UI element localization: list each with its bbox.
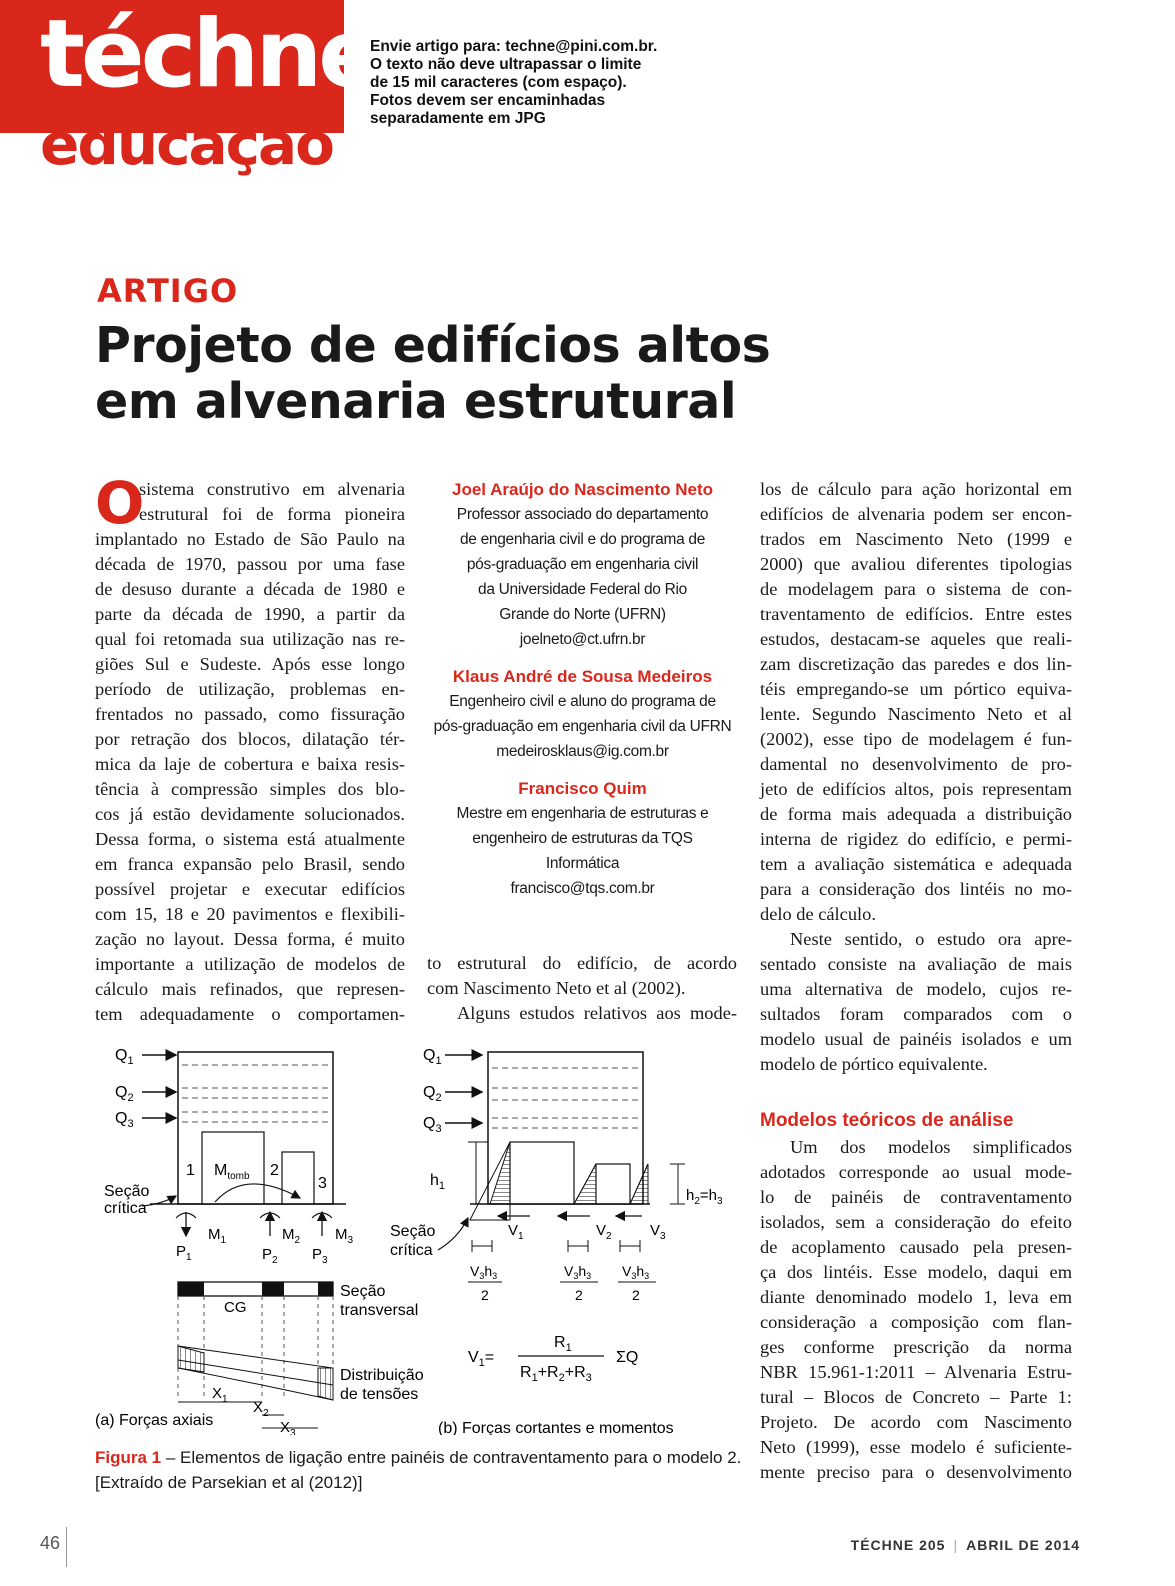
figure-caption bbox=[95, 1445, 745, 1495]
label-p3: $P_3$ bbox=[312, 1246, 328, 1266]
fraction-numerator: $V_3h_3$ bbox=[622, 1263, 650, 1281]
body-line: em franca expansão pelo Brasil, sendo bbox=[95, 854, 405, 874]
body-line: los de cálculo para ação horizontal em bbox=[760, 479, 1072, 499]
author-affiliation: Engenheiro civil e aluno do programa de bbox=[449, 693, 716, 710]
moment-diagram-hatch bbox=[490, 1142, 510, 1204]
body-line: implantado no Estado de São Paulo na bbox=[95, 529, 405, 549]
page-number: 46 bbox=[40, 1533, 61, 1553]
author-entry bbox=[420, 664, 745, 764]
logo-educacao: educação bbox=[40, 110, 334, 178]
body-line: período de utilização, problemas en- bbox=[95, 679, 405, 699]
figure-caption-line bbox=[95, 1445, 745, 1470]
body-column-3 bbox=[760, 477, 1072, 1077]
body-line: mente preciso para o desenvolvimento bbox=[760, 1462, 1072, 1482]
body-line: (2002), esse tipo de modelagem é fun- bbox=[760, 729, 1072, 749]
submission-note bbox=[370, 38, 690, 128]
body-line: Dessa forma, o sistema está atualmente bbox=[95, 829, 405, 849]
fraction-denominator: 2 bbox=[481, 1287, 489, 1303]
caption-a: (a) Forças axiais bbox=[95, 1412, 214, 1429]
body-line: modelo de pórtico equivalente. bbox=[760, 1054, 988, 1074]
label-critical-section: crítica bbox=[104, 1200, 147, 1217]
body-line: Projeto. De acordo com Nascimento bbox=[760, 1412, 1072, 1432]
fraction-denominator: 2 bbox=[575, 1287, 583, 1303]
section-heading: Modelos teóricos de análise bbox=[760, 1110, 1014, 1131]
magazine-issue: TÉCHNE 205 bbox=[850, 1537, 946, 1553]
footer-divider bbox=[66, 1527, 67, 1567]
author-affiliation: pós-graduação em engenharia civil bbox=[466, 556, 699, 573]
body-line: adotados corresponde ao usual mode- bbox=[760, 1162, 1072, 1182]
label-wall-3: 3 bbox=[318, 1175, 327, 1192]
body-line: damental no desenvolvimento de pro- bbox=[760, 754, 1072, 774]
label-x1: $X_1$ bbox=[212, 1385, 228, 1405]
figure-1 bbox=[90, 1040, 750, 1435]
label-x2: $X_2$ bbox=[253, 1399, 269, 1419]
label-p1: $P_1$ bbox=[176, 1243, 192, 1263]
body-line: de modelagem para o sistema de con- bbox=[760, 579, 1072, 599]
submission-note-line: separadamente em JPG bbox=[370, 110, 546, 127]
body-line: lo de painéis de contraventamento bbox=[760, 1187, 1072, 1207]
caption-b: (b) Forças cortantes e momentos bbox=[438, 1420, 674, 1435]
label-h1: $h_1$ bbox=[430, 1172, 446, 1192]
body-line: jeto de edifícios altos, pois representam bbox=[760, 779, 1072, 799]
label-q2: $Q_2$ bbox=[423, 1084, 442, 1104]
article-title bbox=[95, 318, 795, 430]
opening bbox=[282, 1152, 314, 1204]
label-stress-distribution: de tensões bbox=[340, 1386, 419, 1403]
formula-denominator: $R_1+R_2+R_3$ bbox=[520, 1364, 592, 1384]
author-affiliation: de engenharia civil e do programa de bbox=[459, 531, 706, 548]
body-line: modelo usual de painéis isolados e um bbox=[760, 1029, 1072, 1049]
body-line: zação no layout. Dessa forma, é muito bbox=[95, 929, 405, 949]
body-line: com 15, 18 e 20 pavimentos e flexibili- bbox=[95, 904, 405, 924]
flange-block bbox=[178, 1282, 204, 1296]
footer-separator: | bbox=[953, 1537, 959, 1553]
fraction-v3h3 bbox=[468, 1240, 502, 1303]
label-v1: $V_1$ bbox=[508, 1222, 524, 1242]
label-q1: $Q_1$ bbox=[115, 1047, 134, 1067]
label-mtomb: $M_{tomb}$ bbox=[214, 1162, 250, 1182]
body-line: ges conforme prescrição da norma bbox=[760, 1337, 1072, 1357]
body-line: giões Sul e Sudeste. Após esse longo bbox=[95, 654, 405, 674]
label-stress-distribution: Distribuição bbox=[340, 1367, 424, 1384]
author-entry bbox=[420, 477, 745, 652]
body-line: sentado consiste na avaliação de mais bbox=[760, 954, 1072, 974]
label-q3: $Q_3$ bbox=[423, 1115, 442, 1135]
opening bbox=[596, 1164, 630, 1204]
submission-note-line: Fotos devem ser encaminhadas bbox=[370, 92, 606, 109]
body-line: sultados foram comparados com o bbox=[760, 1004, 1072, 1024]
body-line: consideração a composição com flan- bbox=[760, 1312, 1072, 1332]
diagram-b bbox=[390, 1047, 723, 1435]
author-affiliation: Informática bbox=[545, 855, 620, 872]
body-line: interna de rigidez do edifício, e permi- bbox=[760, 829, 1072, 849]
opening bbox=[202, 1132, 264, 1204]
flange-block bbox=[318, 1282, 333, 1296]
label-h2-h3: $h_2=h_3$ bbox=[686, 1187, 723, 1207]
body-line: Neto (1999), esse modelo é suficiente- bbox=[760, 1437, 1072, 1457]
body-line: isolados, sem a consideração do efeito bbox=[760, 1212, 1072, 1232]
label-critical-section: crítica bbox=[390, 1242, 433, 1259]
body-line: diante denominado modelo 1, leva em bbox=[760, 1287, 1072, 1307]
body-line: tem a avaliação sistemática e adequada bbox=[760, 854, 1072, 874]
fraction-v3h3 bbox=[560, 1240, 598, 1303]
label-wall-1: 1 bbox=[186, 1162, 195, 1179]
author-affiliation: Professor associado do departamento bbox=[456, 506, 709, 523]
body-line: sistema construtivo em alvenaria bbox=[139, 479, 405, 499]
body-line: to estrutural do edifício, de acordo bbox=[427, 953, 737, 973]
label-m2: $M_2$ bbox=[282, 1226, 301, 1246]
figure-caption-text: – Elementos de ligação entre painéis de contraventamento para o modelo 2. bbox=[161, 1448, 742, 1467]
body-line: estudos, destacam-se aqueles que reali- bbox=[760, 629, 1072, 649]
article-title-line: em alvenaria estrutural bbox=[95, 373, 737, 430]
body-line: tem adequadamente o comportamen- bbox=[95, 1004, 405, 1024]
figure-caption-label: Figura 1 bbox=[95, 1448, 162, 1467]
body-line: NBR 15.961-1:2011 – Alvenaria Estru- bbox=[760, 1362, 1072, 1382]
figure-caption-source: [Extraído de Parsekian et al (2012)] bbox=[95, 1473, 363, 1492]
author-affiliation: pós-graduação em engenharia civil da UFRN bbox=[433, 718, 732, 735]
submission-note-line: Envie artigo para: techne@pini.com.br. bbox=[370, 38, 658, 55]
body-line: Um dos modelos simplificados bbox=[790, 1137, 1072, 1157]
body-line: tência à compressão simples dos blo- bbox=[95, 779, 405, 799]
body-line: edifícios de alvenaria podem ser encon- bbox=[760, 504, 1072, 524]
body-line: téis empregando-se um pórtico equiva- bbox=[760, 679, 1072, 699]
body-line: de desuso durante a década de 1980 e bbox=[95, 579, 405, 599]
body-line: possível projetar e executar edifícios bbox=[95, 879, 405, 899]
body-line: Neste sentido, o estudo ora apre- bbox=[790, 929, 1072, 949]
body-line: importante a utilização de modelos de bbox=[95, 954, 405, 974]
label-q1: $Q_1$ bbox=[423, 1047, 442, 1067]
author-name: Francisco Quim bbox=[518, 779, 647, 798]
body-line: cos já estão devidamente solucionados. bbox=[95, 804, 405, 824]
drop-cap: O bbox=[95, 469, 145, 537]
body-line: traventamento de edifícios. Entre estes bbox=[760, 604, 1072, 624]
label-critical-section: Seção bbox=[390, 1223, 436, 1240]
author-name: Joel Araújo do Nascimento Neto bbox=[451, 480, 714, 499]
body-line: com Nascimento Neto et al (2002). bbox=[427, 978, 686, 998]
author-affiliation: da Universidade Federal do Rio bbox=[478, 581, 687, 598]
submission-note-line: O texto não deve ultrapassar o limite bbox=[370, 56, 642, 73]
body-line: de forma mais adequada a distribuição bbox=[760, 804, 1072, 824]
submission-note-line: de 15 mil caracteres (com espaço). bbox=[370, 74, 627, 91]
fraction-denominator: 2 bbox=[632, 1287, 640, 1303]
body-line: estrutural foi de forma pioneira bbox=[139, 504, 405, 524]
article-kicker: ARTIGO bbox=[97, 272, 239, 310]
body-column-1 bbox=[95, 477, 405, 1027]
label-p2: $P_2$ bbox=[262, 1246, 278, 1266]
body-line: cálculo mais refinados, que represen- bbox=[95, 979, 405, 999]
body-column-3-continued bbox=[760, 1135, 1072, 1485]
flange-block bbox=[262, 1282, 284, 1296]
label-cg: CG bbox=[224, 1299, 247, 1316]
body-line: Alguns estudos relativos aos mode- bbox=[457, 1003, 737, 1023]
body-line: tural – Blocos de Concreto – Parte 1: bbox=[760, 1387, 1072, 1407]
author-block bbox=[420, 477, 745, 913]
issue-date: ABRIL DE 2014 bbox=[966, 1537, 1080, 1553]
label-critical-section: Seção bbox=[104, 1183, 150, 1200]
figure-1-diagram bbox=[90, 1040, 750, 1435]
body-line: 2000) que avaliou diferentes tipologias bbox=[760, 554, 1072, 574]
formula-numerator: $R_1$ bbox=[554, 1334, 572, 1354]
label-cross-section: Seção bbox=[340, 1283, 386, 1300]
body-line: frentados no passado, como fissuração bbox=[95, 704, 405, 724]
body-line: delo de cálculo. bbox=[760, 904, 876, 924]
label-q2: $Q_2$ bbox=[115, 1084, 134, 1104]
fraction-numerator: $V_3h_3$ bbox=[564, 1263, 592, 1281]
label-wall-2: 2 bbox=[270, 1162, 279, 1179]
body-line: década de 1970, passou por uma fase bbox=[95, 554, 405, 574]
body-line: mica da laje de cobertura e baixa resis- bbox=[95, 754, 405, 774]
author-affiliation: Grande do Norte (UFRN) bbox=[499, 606, 666, 623]
author-affiliation: engenheiro de estruturas da TQS bbox=[472, 830, 693, 847]
fraction-v3h3 bbox=[618, 1240, 656, 1303]
body-column-2 bbox=[427, 951, 737, 1026]
article-title-line: Projeto de edifícios altos bbox=[95, 317, 771, 374]
shear-formula bbox=[468, 1334, 638, 1384]
body-line: lente. Segundo Nascimento Neto et al bbox=[760, 704, 1072, 724]
label-cross-section: transversal bbox=[340, 1302, 419, 1319]
formula-sum: ΣQ bbox=[616, 1349, 639, 1366]
footer-magazine bbox=[851, 1537, 1080, 1553]
body-line: qual foi retomada sua utilização nas re- bbox=[95, 629, 405, 649]
label-m3: $M_3$ bbox=[335, 1226, 354, 1246]
author-email[interactable]: medeirosklaus@ig.com.br bbox=[496, 743, 669, 760]
body-line: trados em Nascimento Neto (1999 e bbox=[760, 529, 1072, 549]
body-line: uma alternativa de modelo, cujos re- bbox=[760, 979, 1072, 999]
body-line: zam discretização das paredes e dos lin- bbox=[760, 654, 1072, 674]
author-affiliation: Mestre em engenharia de estruturas e bbox=[456, 805, 709, 822]
stress-hatch bbox=[178, 1346, 204, 1372]
label-q3: $Q_3$ bbox=[115, 1110, 134, 1130]
body-line: ça dos lintéis. Esse modelo, daqui em bbox=[760, 1262, 1072, 1282]
label-m1: $M_1$ bbox=[208, 1226, 227, 1246]
author-name: Klaus André de Sousa Medeiros bbox=[452, 667, 713, 686]
fraction-numerator: $V_3h_3$ bbox=[470, 1263, 498, 1281]
pointer-arrow bbox=[438, 1218, 468, 1250]
opening bbox=[510, 1142, 574, 1204]
body-line: parte da década de 1990, a partir da bbox=[95, 604, 405, 624]
diagram-a bbox=[95, 1047, 424, 1435]
author-email[interactable]: francisco@tqs.com.br bbox=[510, 880, 655, 897]
author-email[interactable]: joelneto@ct.ufrn.br bbox=[519, 631, 646, 648]
label-v3: $V_3$ bbox=[650, 1222, 666, 1242]
body-line: por retração dos blocos, dilatação tér- bbox=[95, 729, 405, 749]
author-entry bbox=[420, 776, 745, 901]
logo-techne: téchne bbox=[40, 0, 379, 109]
formula-lhs: $V_1=$ bbox=[468, 1349, 495, 1369]
label-x3: $X_3$ bbox=[280, 1419, 296, 1435]
body-line: para a consideração dos lintéis no mo- bbox=[760, 879, 1072, 899]
label-v2: $V_2$ bbox=[596, 1222, 612, 1242]
body-line: de acoplamento causado pela presen- bbox=[760, 1237, 1072, 1257]
